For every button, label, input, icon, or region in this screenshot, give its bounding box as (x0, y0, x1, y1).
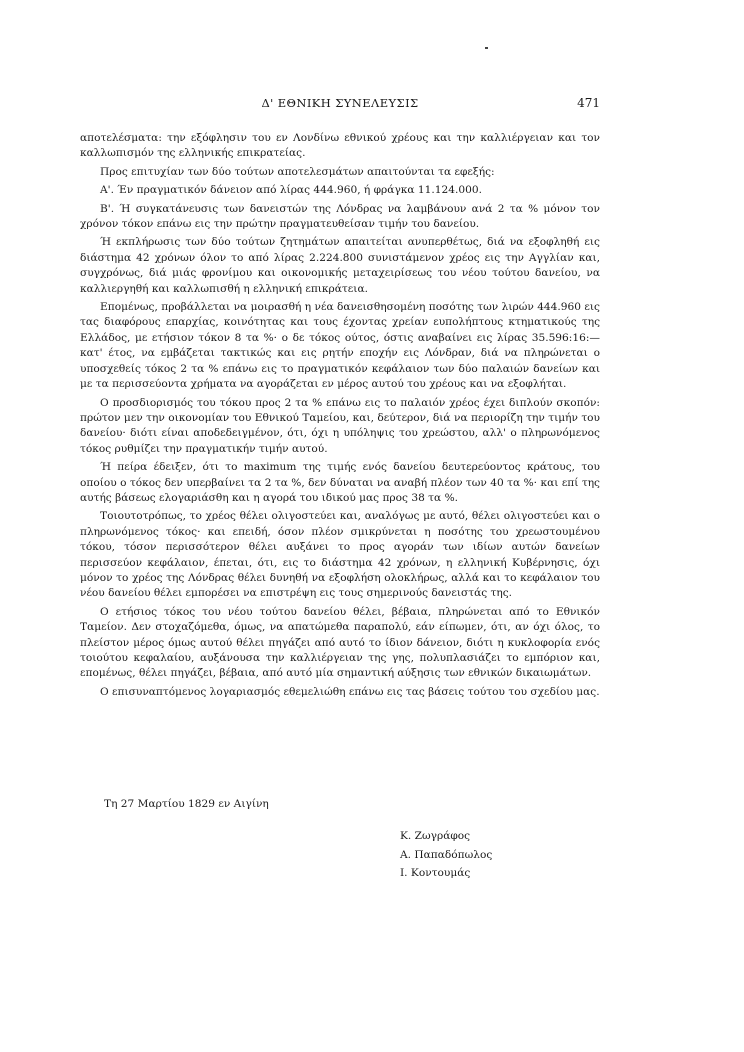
signature-name: Α. Παπαδόπωλος (400, 848, 493, 861)
signature-name: Ι. Κοντουμάς (400, 867, 471, 879)
paragraph-7: Ο προσδιορισμός του τόκου προς 2 τα % επάνω εις το παλαιόν χρέος έχει διπλούν σκοπόν: πρώτον μεν την οικονομίαν του Εθνικού Ταμείου, και, δεύτερον, διά να περιορίζη την τιμήν του δανείου· διότι είναι αποδεδειγμένον, ότι, όχι η υπόληψις του χρεώστου, αλλ' ο πληρωνόμενος τόκος ρυθμίζει την πραγματικήν τιμήν αυτού. (80, 396, 600, 455)
paragraph-1: αποτελέσματα: την εξόφλησιν του εν Λονδίνω εθνικού χρέους και την καλλιέργειαν και τον καλλωπισμόν της ελληνικής επικρατείας. (80, 132, 600, 160)
running-title: Δ' ΕΘΝΙΚΗ ΣΥΝΕΛΕΥΣΙΣ (261, 96, 419, 110)
body-text (80, 131, 600, 703)
paragraph-11: Ο επισυναπτόμενος λογαριασμός εθεμελιώθη επάνω εις τας βάσεις τούτου του σχεδίου μας. (100, 685, 600, 698)
paragraph-4: Β'. Ή συγκατάνευσις των δανειστών της Λόνδρας να λαμβάνουν ανά 2 τα % μόνον τον χρόνον τόκον επάνω εις την πρώτην πραγματευθείσαν τιμήν του δανείου. (80, 202, 600, 231)
paragraph-2: Προς επιτυχίαν των δύο τούτων αποτελεσμάτων απαιτούνται τα εφεξής: (100, 165, 495, 178)
paragraph-8: Ή πείρα έδειξεν, ότι το maximum της τιμής ενός δανείου δευτερεύοντος κράτους, του οποίου ο τόκος δεν υπερβαίνει τα 2 τα %, δεν δύναται να αναβή πλέον των 40 τα %· και επί της αυτής βάσεως ελογαριάσθη και η αγορά του ιδικού μας προς 38 τα %. (80, 461, 600, 504)
paragraph-10: Ο ετήσιος τόκος του νέου τούτου δανείου θέλει, βέβαια, πληρώνεται από το Εθνικόν Ταμείον. Δεν στοχαζόμεθα, όμως, να απατώμεθα παραπολύ, εάν είπωμεν, ότι, αν όχι όλος, το πλείστον μέρος όμως αυτού θέλει πηγάζει από αυτό το ίδιον δάνειον, διότι η κυκλοφορία ενός τοιούτου κεφαλαίου, αυξάνουσα την καλλιέργειαν της γης, πολυπλασιάζει το εμπόριον και, επομένως, θέλει πηγάζει, βέβαια, από αυτό μία σημαντική αύξησις των εθνικών δικαιωμάτων. (80, 605, 600, 680)
signature-name: Κ. Ζωγράφος (400, 830, 471, 842)
paragraph-5: Ή εκπλήρωσις των δύο τούτων ζητημάτων απαιτείται ανυπερθέτως, διά να εξοφληθή εις διάστημα 42 χρόνων όλον το από λίρας 2.224.800 συνιστάμενον χρέος εις την Αγγλίαν και, συγχρόνως, διά μιάς φρονίμου και οικονομικής μεταχειρίσεως του νέου τούτου δανείου, να καλλιεργηθή και καλλωπισθή η ελληνική επικράτεια. (80, 236, 600, 295)
paragraph-3: Α'. Έν πραγματικόν δάνειον από λίρας 444.960, ή φράγκα 11.124.000. (100, 184, 482, 197)
paragraph-6: Επομένως, προβάλλεται να μοιρασθή η νέα δανεισθησομένη ποσότης των λιρών 444.960 εις τας διαφόρους επαρχίας, κοινότητας και τους έχοντας χρείαν ευπολήπτους κτηματικούς της Ελλάδος, με ετήσιον τόκον 8 τα %· ο δε τόκος ούτος, όστις αναβαίνει εις λίρας 35.596:16:— κατ' έτος, να εμβάζεται τακτικώς και εις ρητήν εποχήν εις Λόνδραν, διά να πληρώνεται ο υποσχεθείς τόκος 2 τα % επάνω εις το πραγματικόν κεφάλαιον των δύο παλαιών δανείων και με τα περισσεύοντα χρήματα να αγοράζεται εν μέρος αυτού του χρέους και να εξοφλήται. (80, 301, 600, 391)
page-header (80, 96, 600, 118)
page-number: 471 (577, 96, 600, 110)
paragraph-9: Τοιουτοτρόπως, το χρέος θέλει ολιγοστεύει και, αναλόγως με αυτό, θέλει ολιγοστεύει και ο πληρωνόμενος τόκος· και επειδή, όσον πλέον σμικρύνεται η ποσότης του χρεωστουμένου τόκου, τόσον περισσότερον θέλει αυξάνει το προς αγοράν των ιδίων αυτών δανείων περισσεύον κεφάλαιον, έπεται, ότι, εις το διάστημα 42 χρόνων, η ελληνική Κυβέρνησις, όχι μόνον το χρέος της Λόνδρας θέλει δυνηθή να εξοφλήση ολοκλήρως, αλλά και το κεφάλαιον του νέου δανείου θέλει εμπορέσει να επιστρέψη εις τους σημερινούς δανειστάς της. (80, 510, 600, 600)
signature-block (400, 827, 492, 883)
date-line: Τη 27 Μαρτίου 1829 εν Αιγίνη (104, 798, 269, 810)
stray-ink-mark (485, 47, 488, 49)
